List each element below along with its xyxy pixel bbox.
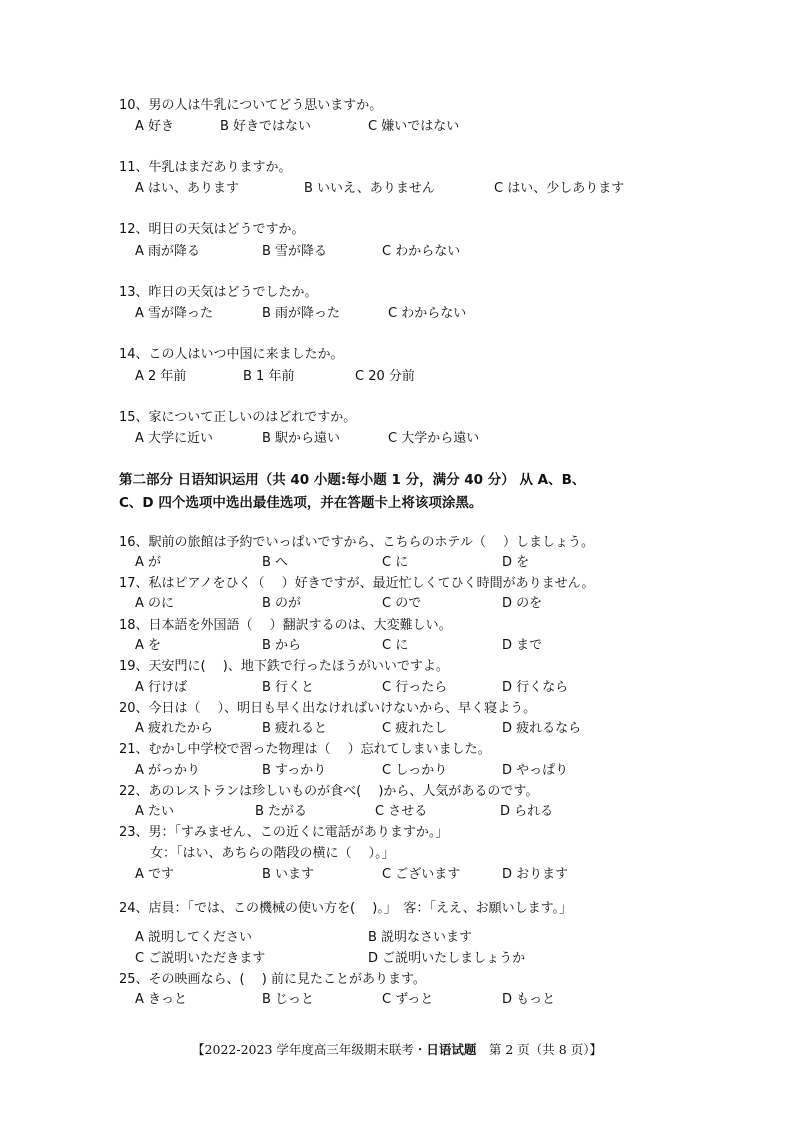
- option-c: C 行ったら: [382, 680, 448, 695]
- section-2-line-2: C、D 四个选项中选出最佳选项，并在答题卡上将该项涂黑。: [119, 495, 483, 511]
- question-stem: 10、男の人は牛乳についてどう思いますか。: [119, 98, 383, 113]
- section-2-line-1: 第二部分 日语知识运用（共 40 小题:每小题 1 分，满分 40 分） 从 A、B、: [119, 472, 586, 488]
- option-a: A 雪が降った: [135, 306, 214, 321]
- option-c: C に: [382, 555, 409, 570]
- option-a: A 疲れたから: [135, 721, 214, 736]
- option-a: A きっと: [135, 992, 188, 1007]
- option-d: D まで: [502, 638, 543, 653]
- section-2-heading: [119, 469, 699, 515]
- option-a: A はい、あります: [135, 181, 240, 196]
- option-b: B 1 年前: [243, 369, 295, 384]
- question-stem: 20、今日は（ ）、明日も早く出なければいけないから、早く寝よう。: [119, 701, 537, 716]
- option-c: C 嫌いではない: [368, 119, 460, 134]
- option-b: B すっかり: [262, 763, 327, 778]
- option-b: B 雪が降る: [262, 244, 328, 259]
- option-b: B 駅から遠い: [262, 431, 341, 446]
- option-c: C ずっと: [382, 992, 434, 1007]
- option-d: D 行くなら: [502, 680, 569, 695]
- option-b: B たがる: [255, 804, 308, 819]
- question-stem: 12、明日の天気はどうですか。: [119, 222, 305, 237]
- option-b: B 行くと: [262, 680, 315, 695]
- option-c: C 疲れたし: [382, 721, 448, 736]
- question-stem: 18、日本語を外国語（ ）翻訳するのは、大変難しい。: [119, 618, 452, 633]
- option-c: C はい、少しあります: [494, 181, 625, 196]
- option-b: B います: [262, 867, 315, 882]
- option-c: C わからない: [388, 306, 467, 321]
- option-d: D を: [502, 555, 530, 570]
- option-b: B 説明なさいます: [368, 930, 473, 945]
- option-a: A 行けば: [135, 680, 188, 695]
- question-stem: 17、私はピアノをひく（ ）好きですが、最近忙しくてひく時間がありません。: [119, 576, 595, 591]
- option-b: B 好きではない: [220, 119, 312, 134]
- option-b: B 疲れると: [262, 721, 328, 736]
- question-stem: 19、天安門に( )、地下鉄で行ったほうがいいですよ。: [119, 659, 449, 674]
- option-d: D おります: [502, 867, 569, 882]
- option-a: A 説明してください: [135, 930, 253, 945]
- question-stem: 23、男：「すみません、この近くに電話がありますか。」: [119, 825, 449, 840]
- option-a: A が: [135, 555, 162, 570]
- question-stem: 15、家について正しいのはどれですか。: [119, 410, 357, 425]
- option-a: A 雨が降る: [135, 244, 201, 259]
- option-b: B へ: [262, 555, 289, 570]
- option-b: B 雨が降った: [262, 306, 341, 321]
- option-c: C しっかり: [382, 763, 448, 778]
- option-a: A 2 年前: [135, 369, 187, 384]
- option-d: D ご説明いたしましょうか: [368, 951, 526, 966]
- option-b: B のが: [262, 596, 302, 611]
- question-stem-line-2: 女：「はい、あちらの階段の横に（ ）。」: [150, 846, 395, 861]
- question-stem: 22、あのレストランは珍しいものが食べ( )から、人気があるのです。: [119, 784, 539, 799]
- option-c: C に: [382, 638, 409, 653]
- option-c: C 20 分前: [355, 369, 415, 384]
- option-d: D もっと: [502, 992, 556, 1007]
- footer-subject: 日语试题: [426, 1042, 477, 1057]
- option-d: D られる: [500, 804, 554, 819]
- option-c: C ので: [382, 596, 422, 611]
- option-c: C わからない: [382, 244, 461, 259]
- question-stem: 16、駅前の旅館は予約でいっぱいですから、こちらのホテル（ ）しましょう。: [119, 535, 595, 550]
- option-d: D のを: [502, 596, 543, 611]
- question-stem: 21、むかし中学校で習った物理は（ ）忘れてしまいました。: [119, 742, 491, 757]
- option-b: B いいえ、ありません: [304, 181, 435, 196]
- option-d: D 疲れるなら: [502, 721, 582, 736]
- option-c: C させる: [375, 804, 428, 819]
- question-stem: 13、昨日の天気はどうでしたか。: [119, 285, 318, 300]
- page-footer: [0, 1040, 794, 1058]
- option-a: A です: [135, 867, 175, 882]
- question-stem: 25、その映画なら、( ) 前に見たことがあります。: [119, 972, 426, 987]
- option-a: A のに: [135, 596, 175, 611]
- option-a: A を: [135, 638, 162, 653]
- question-stem: 11、牛乳はまだありますか。: [119, 160, 292, 175]
- question-stem: 14、この人はいつ中国に来ましたか。: [119, 347, 344, 362]
- question-stem: 24、店員：「では、この機械の使い方を( )。」 客：「ええ、お願いします。」: [119, 901, 573, 916]
- option-d: D やっぱり: [502, 763, 569, 778]
- option-c: C 大学から遠い: [388, 431, 480, 446]
- option-a: A たい: [135, 804, 175, 819]
- option-a: A 好き: [135, 119, 175, 134]
- footer-prefix: 【2022-2023 学年度高三年级期末联考・: [192, 1042, 427, 1057]
- option-b: B から: [262, 638, 302, 653]
- option-a: A がっかり: [135, 763, 201, 778]
- option-a: A 大学に近い: [135, 431, 214, 446]
- option-c: C ございます: [382, 867, 461, 882]
- option-c: C ご説明いただきます: [135, 951, 266, 966]
- footer-page-number: 第 2 页（共 8 页）】: [476, 1042, 602, 1057]
- option-b: B じっと: [262, 992, 315, 1007]
